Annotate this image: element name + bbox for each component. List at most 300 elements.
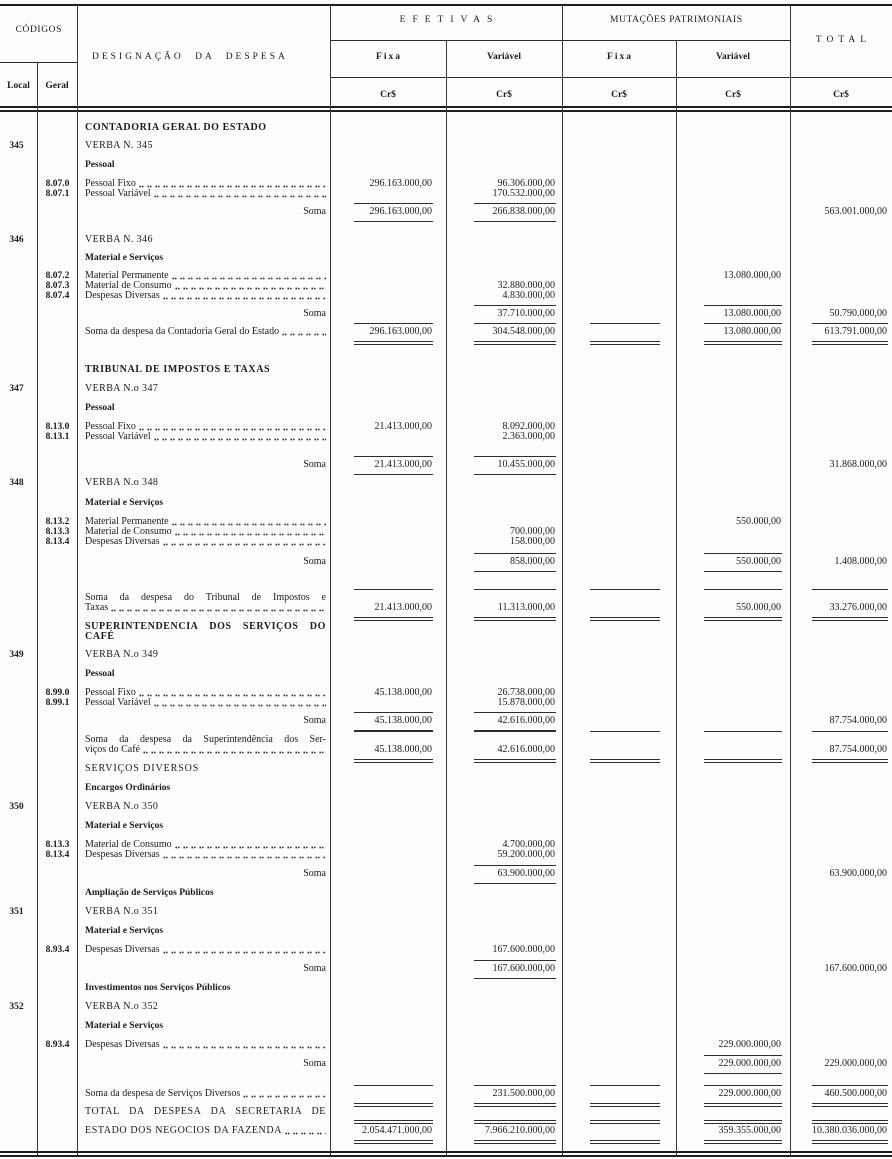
value-mutacoes-variavel: 13.080.000,00 bbox=[723, 326, 781, 337]
bottom-double-rule-1 bbox=[0, 1151, 892, 1153]
rule-line bbox=[474, 1085, 556, 1086]
rule-line bbox=[590, 344, 660, 345]
currency-label: Cr$ bbox=[496, 90, 512, 100]
rule-line bbox=[590, 589, 660, 590]
subtotal-label-text: Soma da despesa de Serviços Diversos bbox=[85, 1088, 241, 1099]
section-title-line: TRIBUNAL DE IMPOSTOS E TAXAS bbox=[85, 364, 271, 375]
soma-label: Soma bbox=[303, 308, 326, 319]
rule-line bbox=[704, 1120, 782, 1121]
currency-label: Cr$ bbox=[611, 90, 627, 100]
rule-line bbox=[474, 978, 556, 979]
rule-line bbox=[590, 1120, 660, 1121]
subtotal-label-text: Taxas bbox=[85, 602, 109, 613]
value-efetivas-variavel: 700.000,00 bbox=[510, 526, 555, 537]
subtotal-label-line bbox=[85, 601, 326, 615]
value-mutacoes-variavel: 229.000.000,00 bbox=[718, 1058, 781, 1069]
rule-line bbox=[704, 762, 782, 763]
rule-line bbox=[474, 1143, 556, 1144]
rule-line bbox=[704, 731, 782, 732]
item-text: Pessoal Variável bbox=[85, 431, 151, 442]
rule-line bbox=[704, 1055, 782, 1056]
value-total: 10.380.036.000,00 bbox=[812, 1125, 887, 1136]
verba-label: VERBA N.o 347 bbox=[85, 383, 159, 394]
column-divider bbox=[562, 4, 563, 1157]
local-code: 347 bbox=[9, 384, 24, 394]
rule-line bbox=[474, 474, 556, 475]
local-code: 352 bbox=[9, 1002, 24, 1012]
rule-line bbox=[704, 617, 782, 618]
value-efetivas-fixa: 296.163.000,00 bbox=[369, 206, 432, 217]
section-title-line: CONTADORIA GERAL DO ESTADO bbox=[85, 122, 267, 133]
verba-label: VERBA N.o 349 bbox=[85, 649, 159, 660]
rule-line bbox=[704, 1103, 782, 1104]
subtotal-label bbox=[85, 325, 326, 339]
rule-line bbox=[704, 1140, 782, 1141]
rule-line bbox=[354, 1123, 433, 1124]
value-efetivas-variavel: 26.738.000,00 bbox=[497, 687, 555, 698]
rule-line bbox=[354, 344, 433, 345]
rule-line bbox=[590, 1106, 660, 1107]
header-efetivas-variavel: Variável bbox=[487, 52, 521, 62]
value-efetivas-variavel: 266.838.000,00 bbox=[492, 206, 555, 217]
value-efetivas-variavel: 2.363.000,00 bbox=[502, 431, 555, 442]
subtotal-label-line bbox=[85, 743, 326, 757]
rule-line bbox=[704, 553, 782, 554]
dot-leader bbox=[163, 543, 326, 546]
section-label: SERVIÇOS DIVERSOS bbox=[85, 763, 200, 774]
item-description bbox=[85, 943, 326, 957]
dot-leader bbox=[163, 856, 326, 859]
geral-code: 8.93.4 bbox=[45, 945, 70, 955]
dot-leader bbox=[163, 297, 326, 300]
geral-code: 8.99.1 bbox=[45, 698, 70, 708]
item-text: Material Permanente bbox=[85, 516, 169, 527]
value-total: 460.500.000,00 bbox=[824, 1088, 887, 1099]
header-designacao: DESIGNAÇÃO DA DESPESA bbox=[92, 52, 288, 62]
soma-label: Soma bbox=[303, 459, 326, 470]
value-efetivas-variavel: 32.880.000,00 bbox=[497, 280, 555, 291]
rule-line bbox=[812, 1106, 888, 1107]
value-efetivas-fixa: 296.163.000,00 bbox=[369, 326, 432, 337]
rule-line bbox=[354, 323, 433, 324]
local-code: 346 bbox=[9, 235, 24, 245]
rule-line bbox=[704, 620, 782, 621]
value-efetivas-variavel: 231.500.000,00 bbox=[492, 1088, 555, 1099]
rule-line bbox=[590, 1123, 660, 1124]
rule-line bbox=[704, 1143, 782, 1144]
rule-line bbox=[474, 203, 556, 204]
rule-line bbox=[474, 341, 556, 342]
item-description bbox=[85, 187, 326, 201]
rule-line bbox=[474, 865, 556, 866]
rule-line bbox=[704, 1085, 782, 1086]
section-title bbox=[85, 121, 326, 135]
soma-label: Soma bbox=[303, 868, 326, 879]
value-efetivas-fixa: 21.413.000,00 bbox=[374, 459, 432, 470]
value-efetivas-variavel: 304.548.000,00 bbox=[492, 326, 555, 337]
value-total: 31.868.000,00 bbox=[829, 459, 887, 470]
geral-code: 8.99.0 bbox=[45, 688, 70, 698]
value-efetivas-fixa: 45.138.000,00 bbox=[374, 744, 432, 755]
value-efetivas-variavel: 15.878.000,00 bbox=[497, 697, 555, 708]
rule-line bbox=[812, 589, 888, 590]
rule-line bbox=[812, 1120, 888, 1121]
rule-line bbox=[812, 1123, 888, 1124]
rule-line bbox=[812, 341, 888, 342]
value-efetivas-fixa: 2.054.471.000,00 bbox=[362, 1125, 432, 1136]
rule-line bbox=[474, 731, 556, 732]
geral-code: 8.93.4 bbox=[45, 1040, 70, 1050]
item-text: Material Permanente bbox=[85, 270, 169, 281]
dot-leader bbox=[163, 1046, 326, 1049]
group-label: Ampliação de Serviços Públicos bbox=[85, 888, 214, 898]
header-mutacoes: MUTAÇÕES PATRIMONIAIS bbox=[609, 15, 743, 25]
rule-line bbox=[354, 1103, 433, 1104]
header-codigos: CÓDIGOS bbox=[15, 25, 63, 35]
subtotal-label-line bbox=[85, 325, 326, 339]
rule-line bbox=[354, 712, 433, 713]
rule-line bbox=[812, 731, 888, 732]
value-efetivas-fixa: 45.138.000,00 bbox=[374, 715, 432, 726]
verba-label: VERBA N.o 350 bbox=[85, 801, 159, 812]
rule-line bbox=[474, 1103, 556, 1104]
rule-line bbox=[474, 759, 556, 760]
value-efetivas-variavel: 4.830.000,00 bbox=[502, 290, 555, 301]
rule-line bbox=[590, 1085, 660, 1086]
value-efetivas-fixa: 21.413.000,00 bbox=[374, 421, 432, 432]
group-label: Encargos Ordinários bbox=[85, 783, 171, 793]
item-text: Despesas Diversas bbox=[85, 849, 160, 860]
rule-line bbox=[704, 1106, 782, 1107]
item-text: Material de Consumo bbox=[85, 280, 172, 291]
rule-line bbox=[354, 203, 433, 204]
header-local: Local bbox=[7, 81, 30, 91]
group-label: Investimentos nos Serviços Públicos bbox=[85, 983, 231, 993]
soma-label: Soma bbox=[303, 715, 326, 726]
rule-line bbox=[590, 620, 660, 621]
value-mutacoes-variavel: 550.000,00 bbox=[736, 556, 781, 567]
subtotal-label-line: Soma da despesa da Superintendência dos Ser- bbox=[85, 734, 326, 745]
rule-line bbox=[704, 305, 782, 306]
header-mutacoes-fixa: Fixa bbox=[607, 52, 633, 62]
value-efetivas-variavel: 11.313.000,00 bbox=[497, 602, 555, 613]
item-text: Despesas Diversas bbox=[85, 944, 160, 955]
value-efetivas-variavel: 167.600.000,00 bbox=[492, 963, 555, 974]
column-divider bbox=[330, 4, 331, 1157]
currency-label: Cr$ bbox=[725, 90, 741, 100]
rule-line bbox=[474, 617, 556, 618]
item-description bbox=[85, 696, 326, 710]
value-efetivas-variavel: 37.710.000,00 bbox=[497, 308, 555, 319]
rule-line bbox=[812, 323, 888, 324]
geral-code: 8.13.4 bbox=[45, 850, 70, 860]
rule-line bbox=[354, 731, 433, 732]
item-description bbox=[85, 1038, 326, 1052]
geral-code: 8.13.0 bbox=[45, 422, 70, 432]
subheader-underline bbox=[330, 77, 892, 78]
value-mutacoes-variavel: 13.080.000,00 bbox=[723, 270, 781, 281]
local-code: 351 bbox=[9, 907, 24, 917]
group-label: Material e Serviços bbox=[85, 253, 164, 263]
group-label: Material e Serviços bbox=[85, 821, 164, 831]
value-efetivas-variavel: 4.700.000,00 bbox=[502, 839, 555, 850]
verba-label: VERBA N.o 352 bbox=[85, 1001, 159, 1012]
value-efetivas-variavel: 10.455.000,00 bbox=[497, 459, 555, 470]
bottom-double-rule-2 bbox=[0, 1155, 892, 1157]
rule-line bbox=[704, 341, 782, 342]
value-total: 33.276.000,00 bbox=[829, 602, 887, 613]
rule-line bbox=[474, 456, 556, 457]
rule-line bbox=[474, 344, 556, 345]
value-mutacoes-variavel: 359.355.000,00 bbox=[718, 1125, 781, 1136]
local-code: 345 bbox=[9, 141, 24, 151]
rule-line bbox=[704, 759, 782, 760]
geral-code: 8.13.2 bbox=[45, 517, 70, 527]
rule-line bbox=[812, 620, 888, 621]
local-code: 348 bbox=[9, 478, 24, 488]
geral-code: 8.07.0 bbox=[45, 179, 70, 189]
column-divider bbox=[676, 40, 677, 1157]
item-text: Pessoal Fixo bbox=[85, 421, 136, 432]
dot-leader bbox=[243, 1095, 326, 1098]
currency-label: Cr$ bbox=[380, 90, 396, 100]
value-total: 229.000.000,00 bbox=[824, 1058, 887, 1069]
rule-line bbox=[474, 1140, 556, 1141]
codigos-underline bbox=[0, 62, 77, 63]
value-mutacoes-variavel: 13.080.000,00 bbox=[723, 308, 781, 319]
verba-label: VERBA N. 345 bbox=[85, 140, 153, 151]
rule-line bbox=[812, 1143, 888, 1144]
dot-leader bbox=[154, 195, 326, 198]
rule-line bbox=[704, 323, 782, 324]
section-title bbox=[85, 363, 326, 377]
rule-line bbox=[354, 617, 433, 618]
rule-line bbox=[474, 883, 556, 884]
rule-line bbox=[354, 1120, 433, 1121]
value-efetivas-variavel: 59.200.000,00 bbox=[497, 849, 555, 860]
value-efetivas-variavel: 167.600.000,00 bbox=[492, 944, 555, 955]
rule-line bbox=[812, 759, 888, 760]
header-geral: Geral bbox=[45, 81, 69, 91]
geral-code: 8.07.3 bbox=[45, 281, 70, 291]
rule-line bbox=[812, 1140, 888, 1141]
geral-code: 8.13.3 bbox=[45, 840, 70, 850]
rule-line bbox=[474, 762, 556, 763]
rule-line bbox=[354, 620, 433, 621]
rule-line bbox=[474, 1123, 556, 1124]
rule-line bbox=[354, 456, 433, 457]
value-mutacoes-variavel: 550.000,00 bbox=[736, 516, 781, 527]
dot-leader bbox=[163, 951, 326, 954]
item-text: Pessoal Variável bbox=[85, 188, 151, 199]
subtotal-label-text: Soma da despesa da Contadoria Geral do Estado bbox=[85, 326, 280, 337]
item-text: Despesas Diversas bbox=[85, 1039, 160, 1050]
subtotal-label bbox=[85, 733, 326, 755]
column-divider bbox=[446, 40, 447, 1157]
subtotal-label-line: Soma da despesa do Tribunal de Impostos e bbox=[85, 592, 326, 603]
rule-line bbox=[812, 617, 888, 618]
value-total: 87.754.000,00 bbox=[829, 715, 887, 726]
value-mutacoes-variavel: 550.000,00 bbox=[736, 602, 781, 613]
value-mutacoes-variavel: 229.000.000,00 bbox=[718, 1039, 781, 1050]
item-text: Pessoal Fixo bbox=[85, 178, 136, 189]
rule-line bbox=[590, 762, 660, 763]
rule-line bbox=[474, 1120, 556, 1121]
group-label: Material e Serviços bbox=[85, 498, 164, 508]
rule-line bbox=[590, 341, 660, 342]
item-description bbox=[85, 430, 326, 444]
value-total: 1.408.000,00 bbox=[834, 556, 887, 567]
subtotal-label bbox=[85, 591, 326, 613]
rule-line bbox=[474, 305, 556, 306]
value-efetivas-variavel: 858.000,00 bbox=[510, 556, 555, 567]
rule-line bbox=[354, 762, 433, 763]
rule-line bbox=[474, 1106, 556, 1107]
group-label: Pessoal bbox=[85, 403, 115, 413]
rule-line bbox=[354, 1085, 433, 1086]
verba-label: VERBA N.o 351 bbox=[85, 906, 159, 917]
rule-line bbox=[474, 960, 556, 961]
value-efetivas-variavel: 96.306.000,00 bbox=[497, 178, 555, 189]
column-divider bbox=[77, 4, 78, 1157]
item-text: Pessoal Fixo bbox=[85, 687, 136, 698]
rule-line bbox=[474, 221, 556, 222]
local-code: 349 bbox=[9, 650, 24, 660]
rule-line bbox=[474, 712, 556, 713]
geral-code: 8.13.1 bbox=[45, 432, 70, 442]
dot-leader bbox=[154, 704, 326, 707]
header-efetivas-fixa: Fixa bbox=[376, 52, 402, 62]
group-label: Material e Serviços bbox=[85, 1021, 164, 1031]
rule-line bbox=[474, 553, 556, 554]
grand-total-label-line: TOTAL DA DESPESA DA SECRETARIA DE bbox=[85, 1106, 326, 1117]
section-title bbox=[85, 620, 326, 642]
header-mutacoes-variavel: Variável bbox=[716, 52, 750, 62]
rule-line bbox=[812, 1085, 888, 1086]
currency-label: Cr$ bbox=[833, 90, 849, 100]
value-total: 87.754.000,00 bbox=[829, 744, 887, 755]
rule-line bbox=[590, 1103, 660, 1104]
header-efetivas: EFETIVAS bbox=[399, 15, 500, 25]
item-description bbox=[85, 535, 326, 549]
rule-line bbox=[704, 1123, 782, 1124]
value-efetivas-fixa: 21.413.000,00 bbox=[374, 602, 432, 613]
dot-leader bbox=[111, 609, 326, 612]
item-description bbox=[85, 289, 326, 303]
group-label: Pessoal bbox=[85, 669, 115, 679]
section-title-line: CAFÉ bbox=[85, 631, 115, 642]
value-efetivas-variavel: 170.532.000,00 bbox=[492, 188, 555, 199]
rule-line bbox=[354, 221, 433, 222]
group-header-underline bbox=[330, 40, 790, 41]
value-total: 63.900.000,00 bbox=[829, 868, 887, 879]
rule-line bbox=[474, 571, 556, 572]
rule-line bbox=[704, 344, 782, 345]
rule-line bbox=[474, 620, 556, 621]
value-total: 50.790.000,00 bbox=[829, 308, 887, 319]
group-label: Pessoal bbox=[85, 160, 115, 170]
item-text: Pessoal Variável bbox=[85, 697, 151, 708]
dot-leader bbox=[282, 333, 326, 336]
column-divider bbox=[37, 62, 38, 1157]
dot-leader bbox=[154, 438, 326, 441]
geral-code: 8.07.1 bbox=[45, 189, 70, 199]
rule-line bbox=[590, 1140, 660, 1141]
subtotal-label-text: viços do Café bbox=[85, 744, 140, 755]
value-total: 167.600.000,00 bbox=[824, 963, 887, 974]
subtotal-label-line bbox=[85, 1087, 326, 1101]
rule-line bbox=[590, 323, 660, 324]
soma-label: Soma bbox=[303, 206, 326, 217]
value-efetivas-fixa: 296.163.000,00 bbox=[369, 178, 432, 189]
rule-line bbox=[590, 1143, 660, 1144]
header-total: TOTAL bbox=[815, 35, 872, 45]
rule-line bbox=[354, 1143, 433, 1144]
subtotal-label bbox=[85, 1087, 326, 1101]
soma-label: Soma bbox=[303, 556, 326, 567]
rule-line bbox=[354, 759, 433, 760]
rule-line bbox=[474, 589, 556, 590]
geral-code: 8.13.3 bbox=[45, 527, 70, 537]
group-label: Material e Serviços bbox=[85, 926, 164, 936]
rule-line bbox=[704, 589, 782, 590]
geral-code: 8.07.4 bbox=[45, 291, 70, 301]
grand-total-label bbox=[85, 1105, 326, 1136]
value-total: 613.791.000,00 bbox=[824, 326, 887, 337]
rule-line bbox=[354, 589, 433, 590]
rule-line bbox=[590, 759, 660, 760]
rule-line bbox=[704, 1073, 782, 1074]
verba-label: VERBA N.o 348 bbox=[85, 477, 159, 488]
rule-line bbox=[474, 323, 556, 324]
soma-label: Soma bbox=[303, 963, 326, 974]
rule-line bbox=[354, 474, 433, 475]
value-efetivas-variavel: 63.900.000,00 bbox=[497, 868, 555, 879]
value-efetivas-variavel: 42.616.000,00 bbox=[497, 744, 555, 755]
section-title-line: SUPERINTENDENCIA DOS SERVIÇOS DO bbox=[85, 621, 326, 632]
item-text: Material de Consumo bbox=[85, 839, 172, 850]
value-efetivas-variavel: 8.092.000,00 bbox=[502, 421, 555, 432]
rule-line bbox=[590, 731, 660, 732]
column-divider bbox=[790, 4, 791, 1157]
top-rule bbox=[0, 4, 892, 6]
geral-code: 8.13.4 bbox=[45, 537, 70, 547]
item-description bbox=[85, 848, 326, 862]
dot-leader bbox=[143, 751, 326, 754]
value-efetivas-variavel: 158.000,00 bbox=[510, 536, 555, 547]
item-text: Material de Consumo bbox=[85, 526, 172, 537]
verba-label: VERBA N. 346 bbox=[85, 234, 153, 245]
value-efetivas-variavel: 42.616.000,00 bbox=[497, 715, 555, 726]
local-code: 350 bbox=[9, 802, 24, 812]
rule-line bbox=[354, 341, 433, 342]
geral-code: 8.07.2 bbox=[45, 271, 70, 281]
value-efetivas-variavel: 7.966.210.000,00 bbox=[485, 1125, 555, 1136]
grand-total-label-text: ESTADO DOS NEGOCIOS DA FAZENDA bbox=[85, 1125, 283, 1136]
rule-line bbox=[354, 1106, 433, 1107]
rule-line bbox=[812, 1103, 888, 1104]
value-mutacoes-variavel: 229.000.000,00 bbox=[718, 1088, 781, 1099]
grand-total-label-line bbox=[85, 1124, 326, 1138]
rule-line bbox=[812, 344, 888, 345]
value-efetivas-fixa: 45.138.000,00 bbox=[374, 687, 432, 698]
rule-line bbox=[590, 617, 660, 618]
value-total: 563.001.000,00 bbox=[824, 206, 887, 217]
rule-line bbox=[704, 571, 782, 572]
dot-leader bbox=[285, 1132, 326, 1135]
rule-line bbox=[812, 762, 888, 763]
soma-label: Soma bbox=[303, 1058, 326, 1069]
